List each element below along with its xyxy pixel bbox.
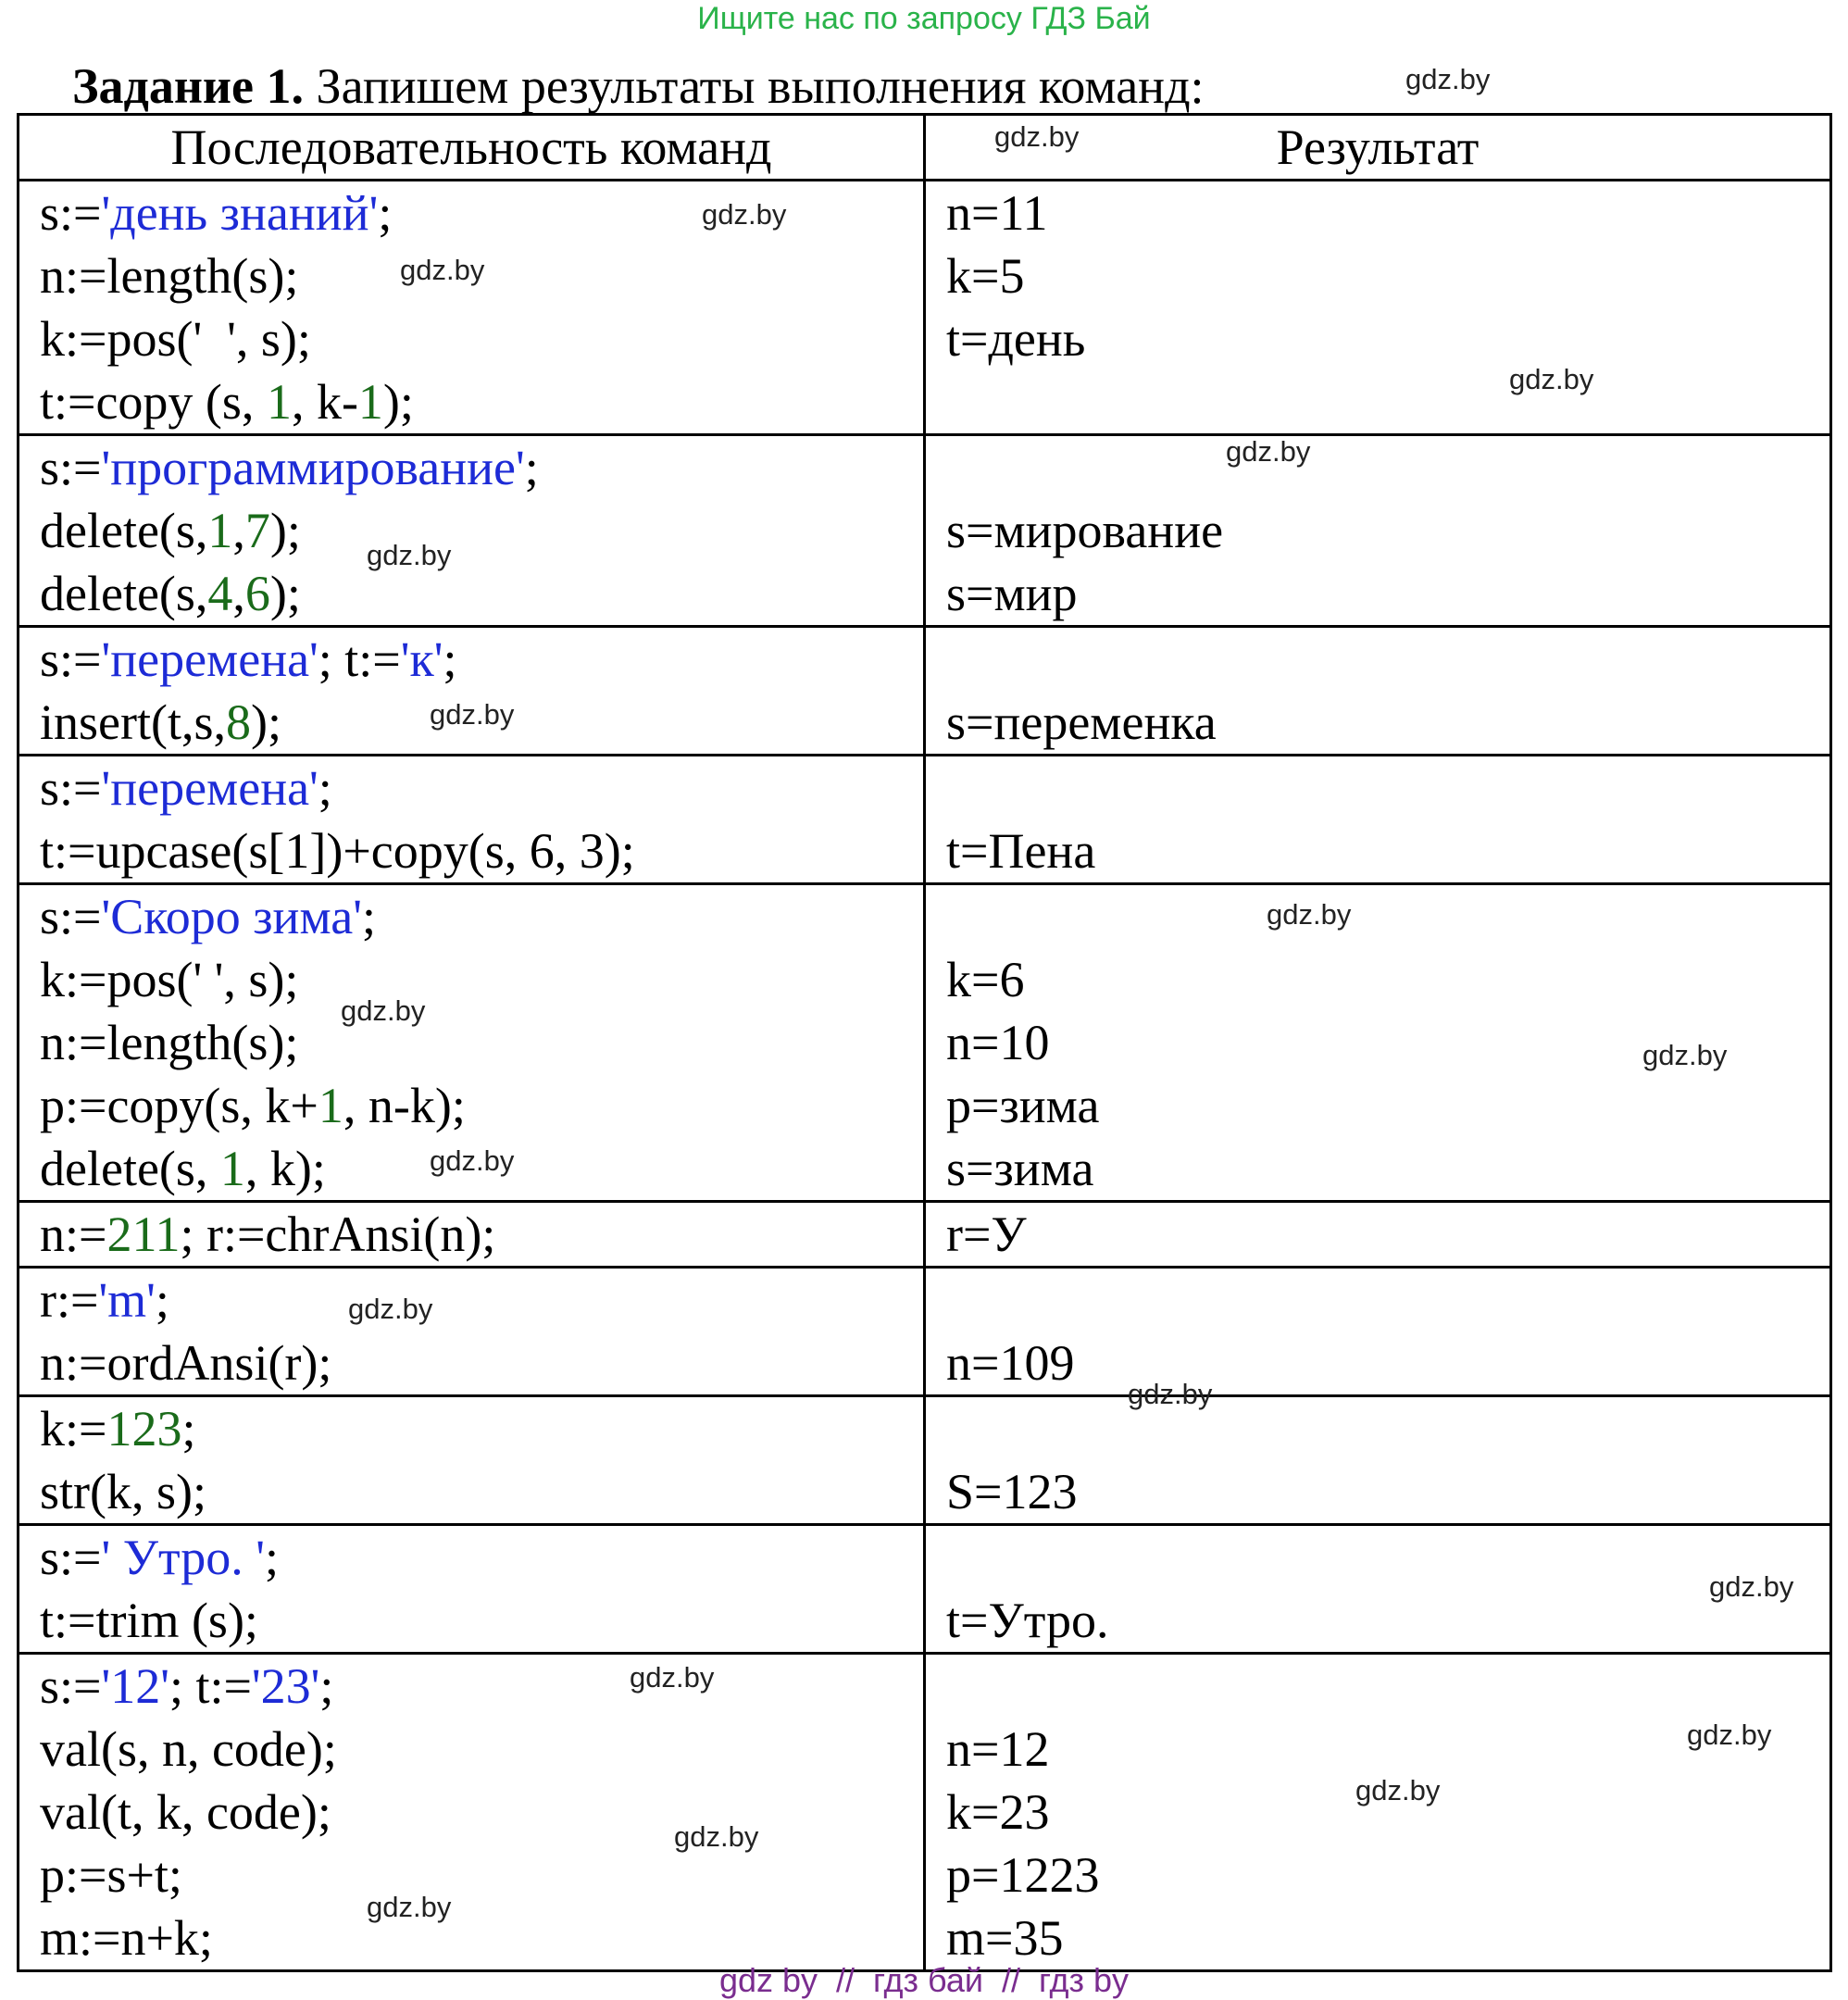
column-header-result: Результат [925,115,1831,181]
command-line [40,885,923,948]
command-line [40,756,923,819]
result-line: n=11 [946,185,1048,241]
code-text: , n-k); [343,1078,466,1133]
result-line [946,370,1829,433]
code-text: s:= [40,760,102,816]
code-text: t:=trim (s); [40,1593,258,1648]
number-literal: 4 [207,566,233,621]
result-cell [925,1396,1831,1525]
code-text: , [232,503,245,558]
code-text: delete(s, [40,566,208,621]
command-line [40,1203,923,1266]
watermark: gdz.by [1355,1774,1441,1806]
commands-cell [19,1268,925,1396]
number-literal: 8 [225,694,251,750]
watermark: gdz.by [630,1661,715,1694]
number-literal: 1 [207,503,233,558]
number-literal: 1 [266,374,292,430]
result-line: n=109 [946,1335,1075,1391]
code-text: t:=copy (s, [40,374,267,430]
result-line: s=переменка [946,694,1217,750]
table-row [19,1202,1831,1268]
command-line [40,1269,923,1331]
result-line [946,756,1829,819]
command-line [40,1844,923,1906]
number-literal: 1 [219,1141,245,1196]
code-text: k:=pos(' ', s); [40,952,299,1007]
commands-cell [19,181,925,435]
watermark: gdz.by [1642,1039,1728,1071]
command-line [40,499,923,562]
result-cell [925,435,1831,627]
code-text: s:= [40,185,102,241]
command-line [40,307,923,370]
result-line: p=1223 [946,1847,1100,1903]
code-text: s:= [40,1658,102,1714]
command-line [40,370,923,433]
table-body [19,181,1831,1971]
number-literal: 7 [244,503,270,558]
code-text: ; [443,631,457,687]
table-row [19,1396,1831,1525]
result-line: s=мирование [946,503,1224,558]
column-header-commands: Последовательность команд [19,115,925,181]
table-row [19,435,1831,627]
result-line [946,1655,1829,1718]
command-line [40,181,923,244]
code-text: str(k, s); [40,1464,206,1519]
watermark: gdz.by [348,1293,433,1325]
result-line: n=12 [946,1721,1050,1777]
command-line [40,436,923,499]
task-number: Задание 1. [72,58,305,114]
watermark: gdz.by [1709,1570,1794,1603]
string-literal: ' Утро. ' [101,1530,265,1585]
command-line [40,562,923,625]
command-line [40,819,923,882]
watermark: gdz.by [1226,435,1311,468]
code-text: , [232,566,245,621]
result-line [946,1397,1829,1460]
watermark: gdz.by [1509,363,1594,395]
code-text: s:= [40,889,102,944]
top-banner[interactable]: Ищите нас по запросу ГДЗ Бай [697,1,1151,36]
code-text: n:=ordAnsi(r); [40,1335,332,1391]
code-text: ; [318,760,332,816]
table-row [19,1525,1831,1654]
string-literal: 'день знаний' [101,185,379,241]
code-text: s:= [40,1530,102,1585]
code-text: val(t, k, code); [40,1784,331,1840]
watermark: gdz.by [367,1891,452,1923]
code-text: ); [250,694,281,750]
code-text: k:=pos(' ', s); [40,311,311,367]
command-line [40,1460,923,1523]
string-literal: 'к' [400,631,443,687]
code-text: delete(s, [40,1141,220,1196]
result-line [946,1526,1829,1589]
result-line: t=день [946,311,1086,367]
commands-cell [19,1396,925,1525]
command-line [40,628,923,691]
code-text: ; r:=chrAnsi(n); [180,1206,496,1262]
watermark: gdz.by [702,198,787,231]
code-text: n:= [40,1206,107,1262]
command-line [40,1781,923,1844]
result-line: p=зима [946,1078,1100,1133]
watermark: gdz.by [367,539,452,571]
number-literal: 1 [357,374,383,430]
string-literal: 'программирование' [101,440,525,495]
commands-cell [19,1654,925,1971]
command-line [40,1331,923,1394]
watermark: gdz.by [1405,63,1491,95]
command-line [40,1906,923,1969]
string-literal: 'перемена' [101,760,318,816]
commands-cell [19,1202,925,1268]
number-literal: 6 [244,566,270,621]
code-text: p:=copy(s, k+ [40,1078,318,1133]
code-text: ; [181,1401,196,1456]
result-cell [925,1268,1831,1396]
result-line: r=У [946,1206,1027,1262]
code-text: s:= [40,631,102,687]
table-row [19,756,1831,884]
code-text: ; [378,185,393,241]
result-cell [925,181,1831,435]
result-cell [925,1202,1831,1268]
code-text: ; t:= [318,631,401,687]
watermark: gdz.by [674,1820,759,1853]
watermark: gdz.by [1687,1719,1772,1751]
command-line [40,1526,923,1589]
number-literal: 123 [106,1401,182,1456]
code-text: insert(t,s, [40,694,226,750]
code-text: p:=s+t; [40,1847,182,1903]
command-line [40,1397,923,1460]
watermark: gdz.by [430,1144,515,1177]
result-line: n=10 [946,1015,1050,1070]
table-row [19,627,1831,756]
string-literal: 'Скоро зима' [101,889,362,944]
code-text: n:=length(s); [40,1015,299,1070]
commands-cell [19,756,925,884]
result-line: s=мир [946,566,1078,621]
code-text: ; [524,440,539,495]
watermark: gdz.by [341,994,426,1027]
result-line: k=23 [946,1784,1050,1840]
result-cell [925,756,1831,884]
watermark: gdz.by [1267,898,1352,931]
bottom-links[interactable]: gdz by // гдз бай // гдз by [718,1961,1130,1999]
number-literal: 211 [106,1206,181,1262]
result-line: S=123 [946,1464,1078,1519]
page-title [72,54,1205,119]
watermark: gdz.by [430,698,515,731]
code-text: s:= [40,440,102,495]
result-line [946,1269,1829,1331]
result-line: s=зима [946,1141,1094,1196]
code-text: r:= [40,1272,99,1328]
commands-cell [19,435,925,627]
code-text: ; [361,889,376,944]
result-line: t=Утро. [946,1593,1109,1648]
command-line [40,948,923,1011]
watermark: gdz.by [994,120,1080,153]
code-text: ; t:= [169,1658,252,1714]
code-text: delete(s, [40,503,208,558]
string-literal: 'm' [98,1272,156,1328]
code-text: ); [269,566,301,621]
code-text: m:=n+k; [40,1910,213,1966]
command-line [40,1011,923,1074]
code-text: t:=upcase(s[1])+copy(s, 6, 3); [40,823,635,879]
result-line: k=5 [946,248,1025,304]
string-literal: 'перемена' [101,631,318,687]
result-line [946,885,1829,948]
watermark: gdz.by [1128,1378,1213,1410]
result-cell [925,1654,1831,1971]
code-text: , k- [291,374,358,430]
result-line [946,436,1829,499]
result-line: k=6 [946,952,1025,1007]
code-text: k:= [40,1401,107,1456]
watermark: gdz.by [400,254,485,286]
table-header-row [19,115,1831,181]
task-text: Запишем результаты выполнения команд: [304,58,1205,114]
code-text: ; [264,1530,279,1585]
commands-cell [19,627,925,756]
command-line [40,1074,923,1137]
result-cell [925,627,1831,756]
commands-cell [19,1525,925,1654]
string-literal: '23' [251,1658,320,1714]
result-line: m=35 [946,1910,1064,1966]
code-text: n:=length(s); [40,248,299,304]
table-row [19,181,1831,435]
result-line: t=Пена [946,823,1096,879]
command-line [40,1655,923,1718]
code-text: ); [382,374,414,430]
code-text: ; [155,1272,169,1328]
number-literal: 1 [318,1078,343,1133]
code-text: val(s, n, code); [40,1721,337,1777]
table-row [19,1654,1831,1971]
command-line [40,1589,923,1652]
table-row [19,1268,1831,1396]
code-text: ; [319,1658,334,1714]
command-line [40,1718,923,1781]
table-row [19,884,1831,1202]
code-text: , k); [244,1141,326,1196]
code-text: ); [269,503,301,558]
result-cell [925,1525,1831,1654]
string-literal: '12' [101,1658,169,1714]
result-line [946,628,1829,691]
